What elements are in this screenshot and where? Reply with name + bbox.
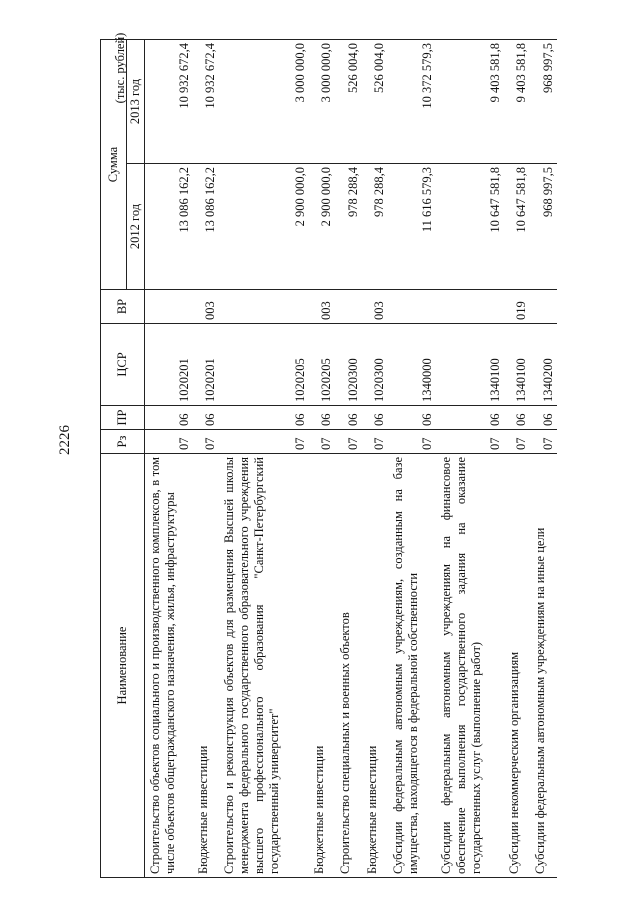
row-pr: 06 [335,406,362,430]
table-row [309,40,336,878]
row-2012: 978 288,4 [335,164,362,290]
page-number: 2226 [57,425,73,455]
row-vr [388,290,435,324]
row-2012: 10 647 581,8 [504,164,531,290]
header-2012: 2012 год [127,164,145,290]
row-2012: 2 900 000,0 [219,164,308,290]
header-vr: ВР [101,290,145,324]
row-pr: 06 [145,406,193,430]
row-2012: 11 616 579,3 [388,164,435,290]
row-rz: 07 [530,430,557,454]
budget-table [100,40,557,878]
row-rz: 07 [436,430,504,454]
row-pr: 06 [436,406,504,430]
row-2013: 10 932 672,4 [193,40,220,164]
table-row [436,40,504,878]
row-vr [335,290,362,324]
row-csr: 1020300 [362,324,389,406]
table-row [388,40,435,878]
header-2013: 2013 год [127,40,145,164]
table-row [362,40,389,878]
row-csr: 1020300 [335,324,362,406]
row-name: Строительство специальных и военных объектов [335,454,362,878]
row-pr: 06 [193,406,220,430]
row-2013: 526 004,0 [335,40,362,164]
header-csr: ЦСР [101,324,145,406]
row-csr: 1340000 [388,324,435,406]
table-row [145,40,193,878]
row-name: Субсидии федеральным автономным учреждениям на финансовое обеспечение выполнения государственного задания на оказание государственных услуг (выполнение работ) [436,454,504,878]
row-name: Бюджетные инвестиции [193,454,220,878]
row-name: Строительство и реконструкция объектов для размещения Высшей школы менеджмента федерального государственного образовательного учреждения высшего профессионального образования "Санкт-Петербургский государственный университет" [219,454,308,878]
row-csr: 1020205 [309,324,336,406]
header-rz: Рз [101,430,145,454]
row-csr: 1340100 [504,324,531,406]
row-pr: 06 [309,406,336,430]
row-rz: 07 [145,430,193,454]
row-name: Субсидии федеральным автономным учреждениям на иные цели [530,454,557,878]
row-pr: 06 [219,406,308,430]
row-csr: 1340200 [530,324,557,406]
row-vr [530,290,557,324]
table-row [335,40,362,878]
table-row [193,40,220,878]
row-csr: 1340100 [436,324,504,406]
row-2012: 978 288,4 [362,164,389,290]
row-2013: 9 403 581,8 [504,40,531,164]
row-name: Бюджетные инвестиции [362,454,389,878]
header-name: Наименование [101,454,145,878]
row-2012: 13 086 162,2 [193,164,220,290]
units-note: (тыс. рублей) [113,32,127,104]
row-rz: 07 [335,430,362,454]
table-row [504,40,531,878]
row-vr: 003 [362,290,389,324]
row-2013: 526 004,0 [362,40,389,164]
row-csr: 1020201 [193,324,220,406]
row-name: Субсидии федеральным автономным учреждениям, созданным на базе имущества, находящегося в федеральной собственности [388,454,435,878]
header-sum: Сумма [101,40,127,290]
row-vr [145,290,193,324]
table-row [219,40,308,878]
row-2012: 2 900 000,0 [309,164,336,290]
row-name: Бюджетные инвестиции [309,454,336,878]
row-2012: 968 997,5 [530,164,557,290]
row-name: Субсидии некоммерческим организациям [504,454,531,878]
row-rz: 07 [388,430,435,454]
row-csr: 1020201 [145,324,193,406]
row-vr: 003 [193,290,220,324]
row-vr: 019 [504,290,531,324]
row-2013: 9 403 581,8 [436,40,504,164]
row-2013: 3 000 000,0 [219,40,308,164]
row-pr: 06 [504,406,531,430]
row-pr: 06 [388,406,435,430]
row-rz: 07 [219,430,308,454]
row-name: Строительство объектов социального и производственного комплексов, в том числе объектов общегражданского назначения, жилья, инфраструктуры [145,454,193,878]
row-pr: 06 [530,406,557,430]
row-2013: 3 000 000,0 [309,40,336,164]
row-rz: 07 [193,430,220,454]
header-pr: ПР [101,406,145,430]
row-csr: 1020205 [219,324,308,406]
row-pr: 06 [362,406,389,430]
row-2013: 10 932 672,4 [145,40,193,164]
row-vr [219,290,308,324]
table-row [530,40,557,878]
row-2012: 13 086 162,2 [145,164,193,290]
row-vr [436,290,504,324]
row-rz: 07 [362,430,389,454]
row-2013: 968 997,5 [530,40,557,164]
row-2013: 10 372 579,3 [388,40,435,164]
row-rz: 07 [309,430,336,454]
row-2012: 10 647 581,8 [436,164,504,290]
row-vr: 003 [309,290,336,324]
row-rz: 07 [504,430,531,454]
